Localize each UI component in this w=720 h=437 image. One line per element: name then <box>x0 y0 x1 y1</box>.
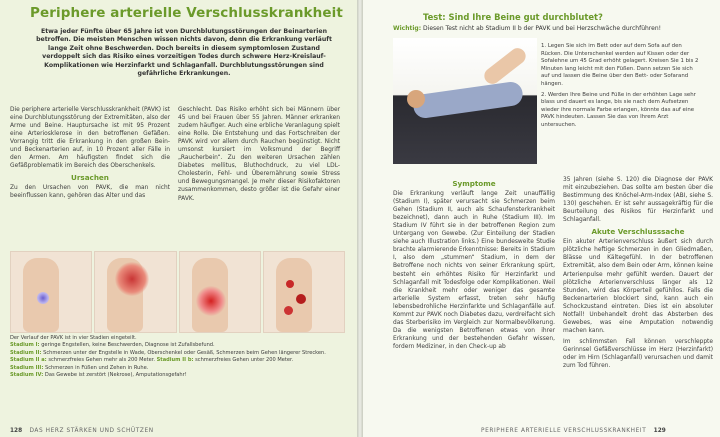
page-number-left: 128 <box>10 428 23 434</box>
caption-lead: Der Verlauf der PAVK ist in vier Stadien eingeteilt. <box>10 335 137 341</box>
leg-stage-1 <box>10 251 92 333</box>
notice-label: Wichtig: <box>393 25 422 32</box>
causes-heading: Ursachen <box>71 173 109 183</box>
left-page <box>0 0 357 437</box>
running-title-left: DAS HERZ STÄRKEN UND SCHÜTZEN <box>29 428 154 434</box>
right-page <box>363 0 720 437</box>
test-notice <box>393 25 698 32</box>
stages-illustration <box>10 251 345 333</box>
test-photo <box>393 38 537 164</box>
stage-1-text: geringe Engstellen, keine Beschwerden, Diagnose ist Zufallsbefund. <box>41 342 215 349</box>
diagnosis-text: 35 Jahren (siehe S. 120) die Diagnose der PAVK mit einzubeziehen. Das sollte am besten über die Bestimmung des Knöchel-Arm-Index (ABI, siehe S. 130) geschehen. Er ist sehr aussagekräftig für die Beurteilung des Risikos für Herzinfarkt und Schlaganfall. <box>563 177 713 224</box>
page-title: Periphere arterielle Verschlusskrankheit <box>30 5 343 21</box>
symptoms-text: Die Erkrankung verläuft lange Zeit unauffällig (Stadium I), später verursacht sie Schmerzen beim Gehen (Stadium II, auch als Schaufensterkrankheit bezeichnet), dann auch in Ruhe (Stadium III). Im Stadium IV führt sie in der betroffenen Region zum Untergang von Gewebe. (Zur Einteilung der Stadien siehe auch Illustration links.) Eine bundesweite Studie brachte alarmierende Erkenntnisse: Bereits in Stadium I, also dem „stummen“ Stadium, in dem der Betroffene noch nichts von seiner Erkrankung spürt, besteht ein erhöhtes Risiko für Herzinfarkt und Schlaganfall mit Todesfolge oder Komplikationen. Weil die Krankheit mehr oder weniger das gesamte arterielle System erfasst, treten sehr häufig lebensbedrohliche Herzinfarkte und Schlaganfälle auf. Kommt zur PAVK noch Diabetes dazu, verdreifacht sich das Sterberisiko im Vergleich zur Normalbevölkerung. Da die wenigsten Betroffenen etwas von ihrer Erkrankung und der bestehenden Gefahr wissen, fordern Mediziner, in den Check-up ab <box>393 191 555 350</box>
stage-4-label: Stadium IV: <box>10 372 44 379</box>
right-footer <box>481 428 666 434</box>
acute-text: Ein akuter Arterienverschluss äußert sich durch plötzliche heftige Schmerzen in den Gliedmaßen, Blässe und Kältegefühl. In der betroffenen Extremität, also dem Bein oder Arm, können keine Arterienpulse mehr gefühlt werden. Dauert der plötzliche Arterienverschluss länger als 12 Stunden, wird das Körperteil gefühllos. Falls die Beckenarterien blockiert sind, kann auch ein Schockzustand eintreten. Dies ist ein absoluter Notfall! Unbehandelt droht das Absterben des Gewebes, was eine Amputation notwendig machen kann. <box>563 239 713 334</box>
intro-text: Etwa jeder Fünfte über 65 Jahre ist von Durchblutungsstörungen der Beinarterien betroffen. Die meisten Menschen wissen nichts davon, denn die Erkrankung verläuft lange Zeit ohne Beschwerden. Doch bereits in diesem symptomlosen Zustand verdoppelt sich das Risiko eines vorzeitigen Todes durch schwere Herz-Kreislauf-Komplikationen wie Herzinfarkt und Schlaganfall. Durchblutungsstörungen sind gefährliche Erkrankungen. <box>36 28 332 78</box>
running-title-right: PERIPHERE ARTERIELLE VERSCHLUSSKRANKHEIT <box>481 428 647 434</box>
stage-2-text: Schmerzen unter der Engstelle in Wade, Oberschenkel oder Gesäß, Schmerzen beim Gehen längerer Strecken. <box>43 349 326 356</box>
stage-1-label: Stadium I: <box>10 342 40 349</box>
stage-3-label: Stadium III: <box>10 364 44 371</box>
stage-2b-text: schmerzfreies Gehen unter 200 Meter. <box>195 357 294 364</box>
leg-stage-3 <box>179 251 261 333</box>
illustration-caption <box>10 335 340 379</box>
symptoms-heading: Symptome <box>452 179 496 188</box>
test-step-1: 1. Legen Sie sich im Bett oder auf dem Sofa auf den Rücken. Die Unterschenkel werden auf Kissen oder der Sofalehne um 45 Grad erhöht gelagert. Kreisen Sie 1 bis 2 Minuten lang leicht mit den Füßen. Dann setzen Sie sich auf und lassen die Beine über den Bett- oder Sofarand hängen. <box>541 43 699 87</box>
left-column-2 <box>178 106 340 203</box>
stage-2b-label: Stadium II b: <box>156 357 194 364</box>
right-column-1 <box>393 176 555 351</box>
causes-text-continued: Geschlecht. Das Risiko erhöht sich bei Männern über 45 und bei Frauen über 55 Jahren. Männer erkranken zudem häufiger. Auch eine erbliche Veranlagung spielt eine Rolle. Die Entstehung und das Fortschreiten der PAVK wird vor allem durch Rauchen begünstigt. Nicht umsonst kursiert im Volksmund der Begriff „Raucherbein“. Zu den weiteren Ursachen zählen Diabetes mellitus, Bluthochdruck, zu viel LDL-Cholesterin, Fehl- und Überernährung sowie Stress und Bewegungsmangel. Je mehr dieser Risikofaktoren zusammenkommen, desto größer ist die Gefahr einer PAVK. <box>178 107 340 202</box>
stage-2a-text: schmerzfreies Gehen mehr als 200 Meter. <box>48 357 155 364</box>
acute-heading: Akute Verschlusssache <box>591 227 685 237</box>
test-steps <box>541 43 699 133</box>
left-footer <box>10 428 154 434</box>
stage-4-text: Das Gewebe ist zerstört (Nekrose), Amputationsgefahr! <box>44 372 187 379</box>
worst-case-text: Im schlimmsten Fall können verschleppte Gerinnsel Gefäßverschlüsse im Herz (Herzinfarkt) oder im Hirn (Schlaganfall) verursachen und damit zum Tod führen. <box>563 338 713 370</box>
leg-stage-2 <box>94 251 176 333</box>
page-number-right: 129 <box>653 428 666 434</box>
left-column-1 <box>10 106 170 201</box>
causes-text-start: Zu den Ursachen von PAVK, die man nicht beeinflussen kann, gehören das Alter und das <box>10 185 170 200</box>
stage-2a-label: Stadium II a: <box>10 357 47 364</box>
stage-2-label: Stadium II: <box>10 349 42 356</box>
test-title: Test: Sind Ihre Beine gut durchblutet? <box>423 12 603 22</box>
stage-3-text: Schmerzen in Füßen und Zehen in Ruhe. <box>45 364 149 371</box>
pavk-definition: Die periphere arterielle Verschlusskrankheit (PAVK) ist eine Durchblutungsstörung der Extremitäten, also der Arme und Beine. Hauptursache ist mit 95 Prozent eine Arteriosklerose in den betroffenen Gefäßen. Vorrangig tritt die Erkrankung in den großen Bein- und Beckenarterien auf, in 10 Prozent aller Fälle in den Armen. Am häufigsten findet sich die Gefäßproblematik im Bereich des Oberschenkels. <box>10 107 170 170</box>
leg-stage-4 <box>263 251 345 333</box>
test-step-2: 2. Werden Ihre Beine und Füße in der erhöhten Lage sehr blass und dauert es lange, bis sie nach dem Aufsetzen wieder ihre normale Farbe erlangen, könnte das auf eine PAVK hindeuten. Lassen Sie das von Ihrem Arzt untersuchen. <box>541 91 696 128</box>
notice-text: Diesen Test nicht ab Stadium II b der PAVK und bei Herzschwäche durchführen! <box>423 25 662 32</box>
right-column-2 <box>563 176 713 370</box>
